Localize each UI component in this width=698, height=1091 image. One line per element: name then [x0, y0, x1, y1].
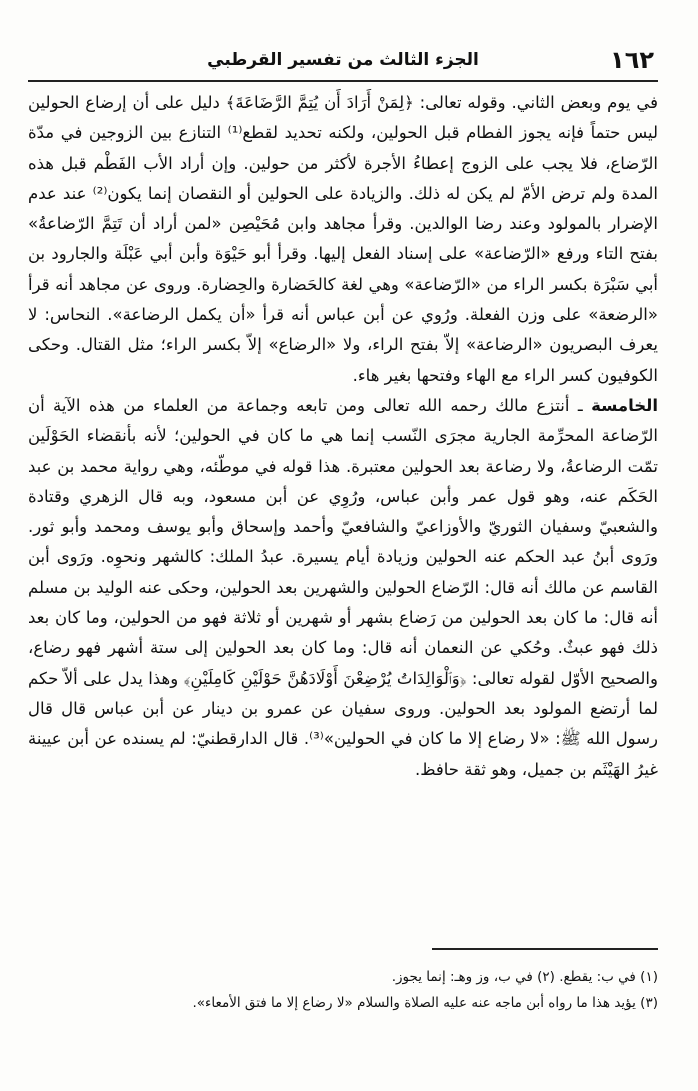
paragraph-heading: الخامسة [591, 395, 659, 415]
footnote-line-1: (١) في ب: يقطع. (٢) في ب، وز وهـ: إنما يجوز. [391, 969, 658, 985]
heading-dash: ـ [569, 395, 592, 415]
page-header [28, 40, 658, 82]
footnotes [28, 964, 658, 1016]
page-number: ١٦٢ [610, 46, 654, 74]
paragraph-1 [28, 88, 658, 391]
paragraph-2-text: أنتزع مالك رحمه الله تعالى ومن تابعه وجماعة من العلماء من هذه الآية أن الرّضاعة المحرِّمة الجارية مجرَى النّسب إنما هي ما كان في الحولين؛ لأنه بأنقضاء الحَوْلَين تمّت الرضاعةُ، ولا رضاعة بعد الحولين معتبرة. هذا قوله في موطّئه، وهي رواية محمد بن عبد الحَكَم عنه، وهو قول عمر وأبن عباس، ورُوِي عن أبن مسعود، وبه قال الزهري وقتادة والشعبيّ وسفيان الثوريّ والأوزاعيّ والشافعيّ وأحمد وإسحاق وأبو يوسف ومحمد وأبو ثور. ورَوى أبنُ عبد الحكم عنه الحولين وزيادة أيام يسيرة. عبدُ الملك: كالشهر ونحوِه. ورَوى أبن القاسم عن مالك أنه قال: الرّضاع الحولين والشهرين بعد الحولين، وحكى عنه الوليد بن مسلم أنه قال: ما كان بعد الحولين من رَضاع بشهر أو شهرين أو ثلاثة فهو من الحولين، وما كان بعد ذلك فهو عبثٌ. وحُكي عن النعمان أنه قال: وما كان بعد الحولين إلى ستة أشهر فهو رضاع، والصحيح الأوّل لقوله تعالى: ﴿وَٱلْوَالِدَاتُ يُرْضِعْنَ أَوْلَادَهُنَّ حَوْلَيْنِ كَامِلَيْنِ﴾ وهذا يدل على ألاّ حكم لما أرتضع المولود بعد الحولين. وروى سفيان عن عمرو بن دينار عن أبن عباس قال قال رسول الله ﷺ: «لا رضاع إلا ما كان في الحولين»⁽³⁾. قال الدارقطنيّ: لم يسنده عن أبن عيينة غيرُ الهَيْثَم بن جميل، وهو ثقة حافظ. [28, 395, 658, 779]
footnote-divider [432, 948, 658, 950]
footnote-line-2: (٣) يؤيد هذا ما رواه أبن ماجه عنه عليه الصلاة والسلام «لا رضاع إلا ما فتق الأمعاء». [192, 995, 658, 1011]
paragraph-1-text: في يوم وبعض الثاني. وقوله تعالى: ﴿لِمَنْ أَرَادَ أَن يُتِمَّ الرَّضَاعَةَ﴾ دليل على أن إرضاع الحولين ليس حتماً فإنه يجوز الفطام قبل الحولين، ولكنه تحديد لقطع⁽¹⁾ التنازع بين الزوجين في مدّة الرّضاع، فلا يجب على الزوج إعطاءُ الأجرة لأكثر من حولين. وإن أراد الأب الفَطْم قبل هذه المدة ولم ترض الأمّ لم يكن له ذلك. والزيادة على الحولين أو النقصان إنما يكون⁽²⁾ عند عدم الإضرار بالمولود وعند رضا الوالدين. وقرأ مجاهد وابن مُحَيْصِن «لمن أراد أن تَتِمَّ الرّضاعةُ» بفتح التاء ورفع «الرّضاعة» على إسناد الفعل إليها. وقرأ أبو حَيْوَة وأبن أبي عَبْلَة والجارود بن أبي سَبْرَة بكسر الراء من «الرّضاعة» وهي لغة كالحَضارة والحِضارة. وروى عن مجاهد أنه قرأ «الرضعة» على وزن الفعلة. ورُوي عن أبن عباس أنه قرأ «أن يكمل الرضاعة». النحاس: لا يعرف البصريون «الرضاعة» إلاّ بفتح الراء، ولا «الرضاع» إلاّ بكسر الراء؛ مثل القتال. وحكى الكوفيون كسر الراء مع الهاء وفتحها بغير هاء. [28, 93, 659, 385]
page-body [28, 88, 658, 785]
paragraph-2 [28, 391, 658, 785]
running-title: الجزء الثالث من تفسير القرطبي [207, 50, 479, 70]
